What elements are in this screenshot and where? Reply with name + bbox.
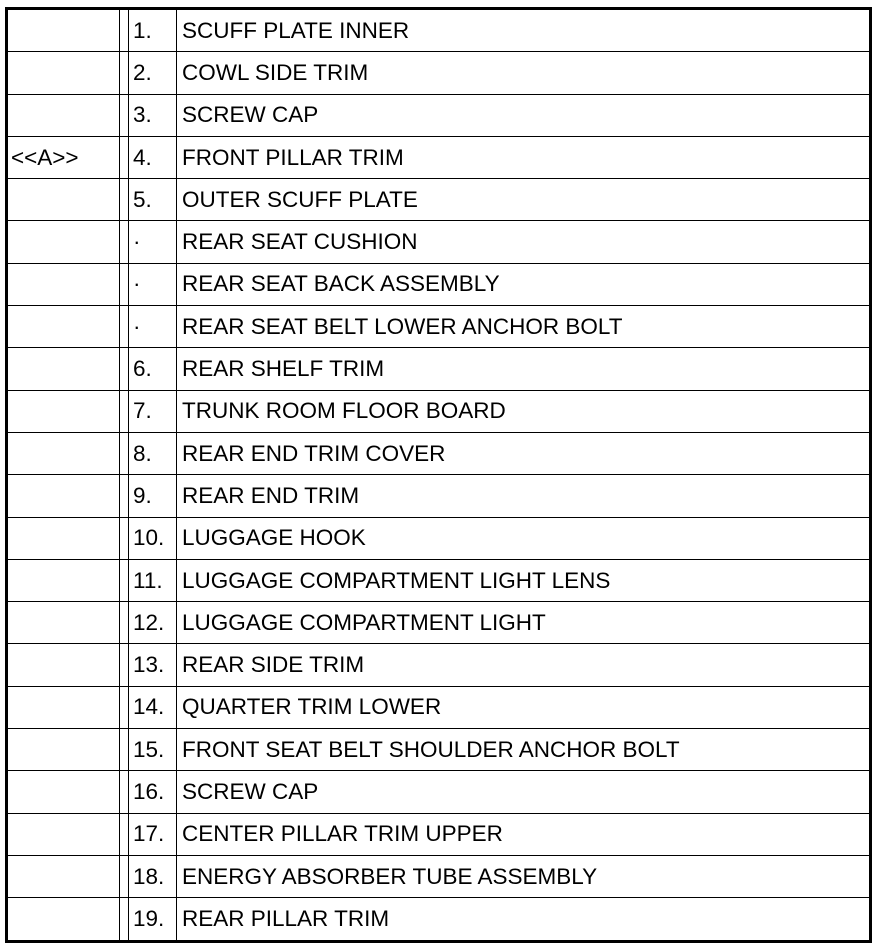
row-reference: [7, 9, 120, 52]
row-reference: [7, 306, 120, 348]
table-row: [7, 390, 871, 432]
row-reference: [7, 263, 120, 305]
row-part-name: REAR SEAT BACK ASSEMBLY: [177, 263, 871, 305]
table-row: [7, 644, 871, 686]
row-spacer: [120, 136, 129, 178]
row-spacer: [120, 729, 129, 771]
row-part-name: REAR END TRIM COVER: [177, 432, 871, 474]
row-spacer: [120, 686, 129, 728]
row-number: 15.: [129, 729, 177, 771]
row-part-name: SCREW CAP: [177, 94, 871, 136]
row-reference: [7, 432, 120, 474]
row-part-name: OUTER SCUFF PLATE: [177, 179, 871, 221]
row-part-name: REAR SHELF TRIM: [177, 348, 871, 390]
table-row: [7, 9, 871, 52]
row-part-name: LUGGAGE COMPARTMENT LIGHT: [177, 602, 871, 644]
row-reference: [7, 898, 120, 941]
table-row: [7, 221, 871, 263]
row-part-name: REAR END TRIM: [177, 475, 871, 517]
row-spacer: [120, 517, 129, 559]
row-part-name: CENTER PILLAR TRIM UPPER: [177, 813, 871, 855]
row-number: 5.: [129, 179, 177, 221]
row-spacer: [120, 179, 129, 221]
row-number: 8.: [129, 432, 177, 474]
row-reference: [7, 94, 120, 136]
parts-table-body: [7, 9, 871, 942]
row-reference: [7, 559, 120, 601]
row-spacer: [120, 855, 129, 897]
row-number: 6.: [129, 348, 177, 390]
row-reference: <<A>>: [7, 136, 120, 178]
row-spacer: [120, 771, 129, 813]
row-reference: [7, 771, 120, 813]
row-reference: [7, 52, 120, 94]
row-part-name: REAR PILLAR TRIM: [177, 898, 871, 941]
row-part-name: TRUNK ROOM FLOOR BOARD: [177, 390, 871, 432]
row-part-name: FRONT SEAT BELT SHOULDER ANCHOR BOLT: [177, 729, 871, 771]
table-row: [7, 729, 871, 771]
row-part-name: COWL SIDE TRIM: [177, 52, 871, 94]
table-row: [7, 306, 871, 348]
parts-table: [5, 7, 872, 943]
row-reference: [7, 348, 120, 390]
table-row: [7, 686, 871, 728]
row-reference: [7, 644, 120, 686]
row-reference: [7, 475, 120, 517]
row-part-name: SCUFF PLATE INNER: [177, 9, 871, 52]
row-spacer: [120, 306, 129, 348]
row-reference: [7, 855, 120, 897]
row-spacer: [120, 390, 129, 432]
row-number: 14.: [129, 686, 177, 728]
row-part-name: QUARTER TRIM LOWER: [177, 686, 871, 728]
table-row: [7, 559, 871, 601]
row-number: 17.: [129, 813, 177, 855]
row-part-name: FRONT PILLAR TRIM: [177, 136, 871, 178]
table-row: [7, 263, 871, 305]
row-spacer: [120, 644, 129, 686]
row-spacer: [120, 559, 129, 601]
row-spacer: [120, 94, 129, 136]
row-number: 19.: [129, 898, 177, 941]
row-reference: [7, 729, 120, 771]
row-part-name: LUGGAGE COMPARTMENT LIGHT LENS: [177, 559, 871, 601]
row-reference: [7, 686, 120, 728]
row-number: ·: [129, 306, 177, 348]
table-row: [7, 475, 871, 517]
row-spacer: [120, 348, 129, 390]
table-row: [7, 432, 871, 474]
row-number: 13.: [129, 644, 177, 686]
row-number: ·: [129, 221, 177, 263]
row-number: 1.: [129, 9, 177, 52]
row-number: 11.: [129, 559, 177, 601]
row-part-name: REAR SEAT BELT LOWER ANCHOR BOLT: [177, 306, 871, 348]
row-part-name: LUGGAGE HOOK: [177, 517, 871, 559]
table-row: [7, 517, 871, 559]
row-reference: [7, 813, 120, 855]
row-spacer: [120, 475, 129, 517]
row-reference: [7, 179, 120, 221]
row-part-name: ENERGY ABSORBER TUBE ASSEMBLY: [177, 855, 871, 897]
row-spacer: [120, 263, 129, 305]
row-number: 2.: [129, 52, 177, 94]
row-number: ·: [129, 263, 177, 305]
row-part-name: SCREW CAP: [177, 771, 871, 813]
table-row: [7, 94, 871, 136]
row-reference: [7, 390, 120, 432]
table-row: [7, 855, 871, 897]
row-spacer: [120, 52, 129, 94]
row-spacer: [120, 221, 129, 263]
table-row: [7, 602, 871, 644]
row-number: 9.: [129, 475, 177, 517]
row-spacer: [120, 9, 129, 52]
table-row: [7, 348, 871, 390]
row-number: 16.: [129, 771, 177, 813]
row-number: 7.: [129, 390, 177, 432]
table-row: [7, 52, 871, 94]
row-reference: [7, 221, 120, 263]
row-spacer: [120, 432, 129, 474]
table-row: [7, 136, 871, 178]
row-number: 18.: [129, 855, 177, 897]
table-row: [7, 179, 871, 221]
row-number: 3.: [129, 94, 177, 136]
row-part-name: REAR SEAT CUSHION: [177, 221, 871, 263]
row-number: 12.: [129, 602, 177, 644]
table-row: [7, 898, 871, 941]
table-row: [7, 813, 871, 855]
row-spacer: [120, 602, 129, 644]
table-row: [7, 771, 871, 813]
row-spacer: [120, 813, 129, 855]
row-spacer: [120, 898, 129, 941]
row-reference: [7, 517, 120, 559]
row-part-name: REAR SIDE TRIM: [177, 644, 871, 686]
row-number: 4.: [129, 136, 177, 178]
row-number: 10.: [129, 517, 177, 559]
row-reference: [7, 602, 120, 644]
